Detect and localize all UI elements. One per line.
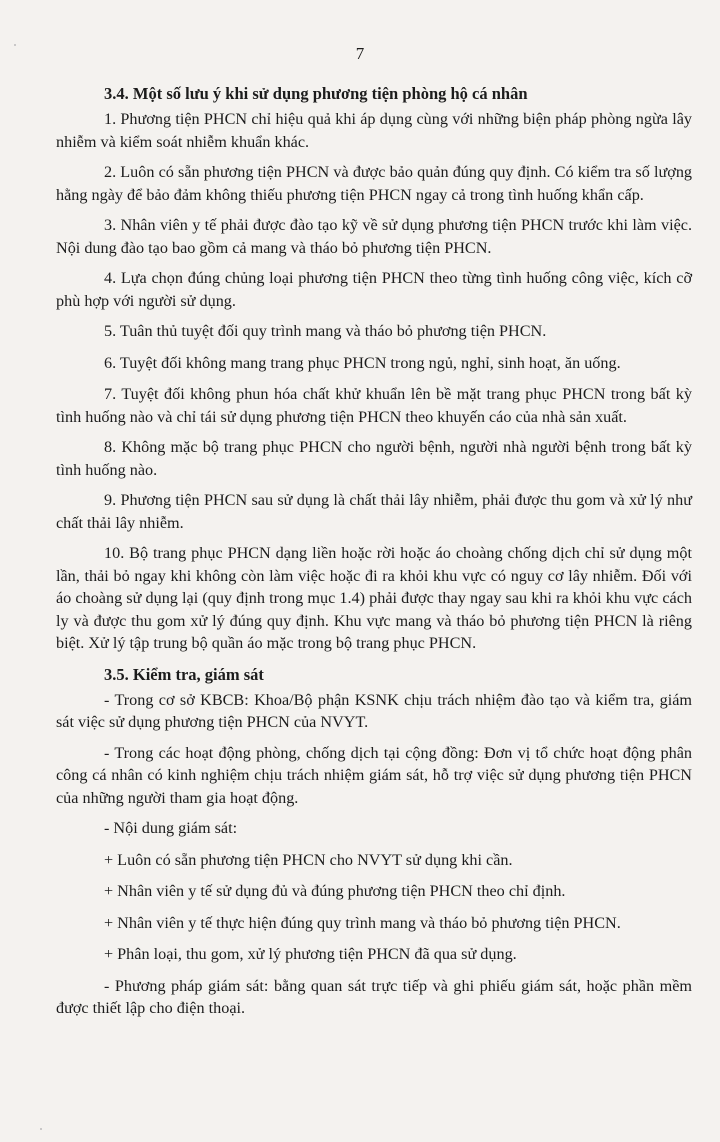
list-item: + Nhân viên y tế thực hiện đúng quy trình mang và tháo bỏ phương tiện PHCN.	[104, 913, 621, 932]
section-heading: 3.4. Một số lưu ý khi sử dụng phương tiện phòng hộ cá nhân	[104, 84, 528, 103]
paragraph: 7. Tuyệt đối không phun hóa chất khử khuẩn lên bề mặt trang phục PHCN trong bất kỳ tình huống nào và chỉ tái sử dụng phương tiện PHCN theo khuyến cáo của nhà sản xuất.	[56, 385, 692, 426]
paragraph: 1. Phương tiện PHCN chỉ hiệu quả khi áp dụng cùng với những biện pháp phòng ngừa lây nhiễm và kiểm soát nhiễm khuẩn khác.	[56, 110, 692, 151]
paragraph: - Trong các hoạt động phòng, chống dịch tại cộng đồng: Đơn vị tổ chức hoạt động phân công cá nhân có kinh nghiệm chịu trách nhiệm giám sát, hỗ trợ việc sử dụng phương tiện PHCN của những người tham gia hoạt động.	[56, 743, 692, 807]
paragraph: - Trong cơ sở KBCB: Khoa/Bộ phận KSNK chịu trách nhiệm đào tạo và kiểm tra, giám sát việc sử dụng phương tiện PHCN của NVYT.	[56, 690, 692, 731]
paragraph: 5. Tuân thủ tuyệt đối quy trình mang và tháo bỏ phương tiện PHCN.	[104, 322, 547, 340]
document-body	[56, 82, 692, 1028]
paragraph: 10. Bộ trang phục PHCN dạng liền hoặc rời hoặc áo choàng chống dịch chỉ sử dụng một lần, thải bỏ ngay khi không còn làm việc hoặc đi ra khỏi khu vực có nguy cơ lây nhiễm. Đối với áo choàng sử dụng lại (quy định trong mục 1.4) phải được thay ngay sau khi ra khỏi khu vực cách ly và được thu gom xử lý đúng quy định. Khu vực mang và tháo bỏ phương tiện PHCN là riêng biệt. Xử lý tập trung bộ quần áo mặc trong bộ trang phục PHCN.	[56, 544, 692, 652]
paragraph: 3. Nhân viên y tế phải được đào tạo kỹ về sử dụng phương tiện PHCN trước khi làm việc. Nội dung đào tạo bao gồm cả mang và tháo bỏ phương tiện PHCN.	[56, 216, 692, 257]
list-item: + Nhân viên y tế sử dụng đủ và đúng phương tiện PHCN theo chỉ định.	[104, 882, 566, 900]
paragraph: 8. Không mặc bộ trang phục PHCN cho người bệnh, người nhà người bệnh trong bất kỳ tình huống nào.	[56, 438, 692, 479]
page-number: 7	[355, 44, 365, 63]
paragraph: - Nội dung giám sát:	[104, 819, 238, 837]
paragraph: 6. Tuyệt đối không mang trang phục PHCN trong ngủ, nghỉ, sinh hoạt, ăn uống.	[104, 353, 621, 372]
paragraph: - Phương pháp giám sát: bằng quan sát trực tiếp và ghi phiếu giám sát, hoặc phần mềm được thiết lập cho điện thoại.	[56, 976, 692, 1017]
scan-speck	[40, 1128, 42, 1130]
paragraph: 4. Lựa chọn đúng chủng loại phương tiện PHCN theo từng tình huống công việc, kích cỡ phù hợp với người sử dụng.	[56, 269, 692, 310]
list-item: + Phân loại, thu gom, xử lý phương tiện PHCN đã qua sử dụng.	[104, 945, 517, 963]
paragraph: 2. Luôn có sẵn phương tiện PHCN và được bảo quản đúng quy định. Có kiểm tra số lượng hằng ngày để bảo đảm không thiếu phương tiện PHCN ngay cả trong tình huống khẩn cấp.	[56, 163, 692, 204]
section-heading: 3.5. Kiểm tra, giám sát	[104, 664, 264, 684]
paragraph: 9. Phương tiện PHCN sau sử dụng là chất thải lây nhiễm, phải được thu gom và xử lý như chất thải lây nhiễm.	[56, 491, 692, 532]
list-item: + Luôn có sẵn phương tiện PHCN cho NVYT sử dụng khi cần.	[104, 850, 513, 869]
